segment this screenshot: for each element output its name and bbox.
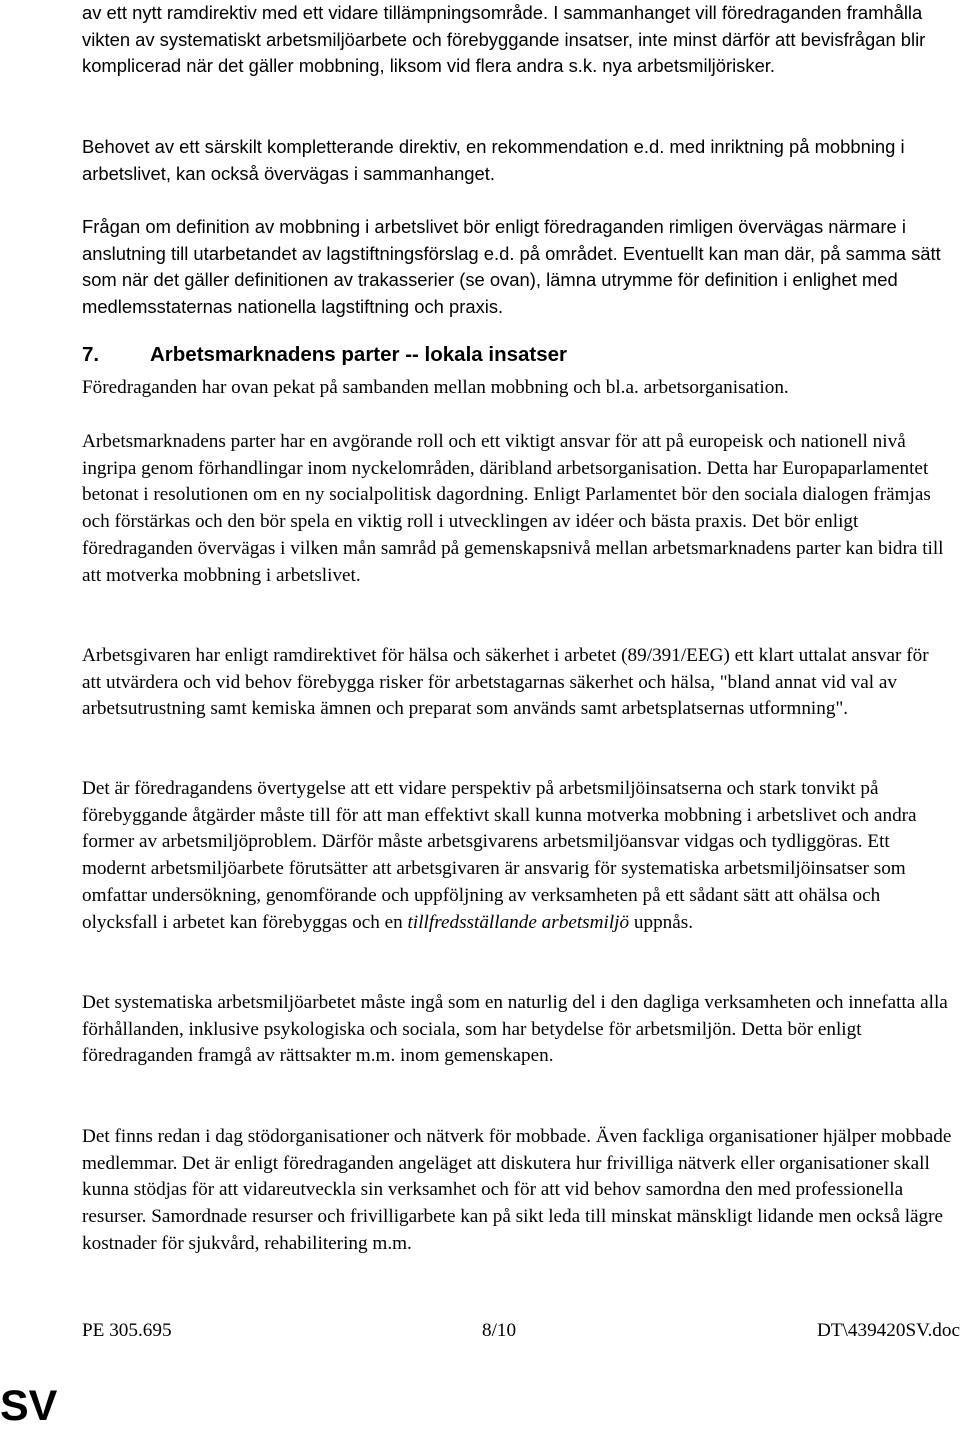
directive-paragraph: Behovet av ett särskilt kompletterande direktiv, en rekommendation e.d. med inriktning på mobbning i arbetslivet, kan också övervägas i sammanhanget. (82, 136, 905, 184)
systematic-work-paragraph: Det systematiska arbetsmiljöarbetet måste ingå som en naturlig del i den dagliga verksamheten och innefatta alla förhållanden, inklusive psykologiska och sociala, som har betydelse för arbetsmiljön. Detta bör enligt föredraganden framgå av rättsakter m.m. inom gemenskapen. (82, 992, 948, 1067)
footer-file-name: DT\439420SV.doc (816, 1320, 960, 1341)
social-partners-paragraph: Arbetsmarknadens parter har en avgörande roll och ett viktigt ansvar för att på europeisk och nationell nivå ingripa genom förhandlingar inom nyckelområden, däribland arbetsorganisation. Detta har Europaparlamentet betonat i resolutionen om en ny socialpolitisk dagordning. Enligt Parlamentet bör den sociala dialogen främjas och förstärkas och den bör spela en viktig roll i utvecklingen av idéer och bästa praxis. Det bör enligt föredraganden övervägas i vilken mån samråd på gemenskapsnivå mellan arbetsmarknadens parter kan bidra till att motverka mobbning i arbetslivet. (82, 431, 944, 586)
section-intro-paragraph: Föredraganden har ovan pekat på sambanden mellan mobbning och bl.a. arbetsorganisation. (82, 377, 789, 398)
definition-paragraph (82, 214, 952, 321)
section-heading (82, 341, 952, 369)
section-number: 7. (82, 343, 100, 366)
intro-paragraph: av ett nytt ramdirektiv med ett vidare tillämpningsområde. I sammanhanget vill föredraganden framhålla vikten av systematiskt arbetsmiljöarbete och förebyggande insatser, inte minst därför att bevisfrågan blir komplicerad när det gäller mobbning, liksom vid flera andra s.k. nya arbetsmiljörisker. (82, 2, 926, 77)
definition-paragraph-part-a: Frågan om definition av mobbning i arbetslivet bör enligt föredraganden rimligen övervägas närmare i anslutning till utarbetandet av lagstiftningsförslag e.d. på området. (82, 216, 906, 264)
conviction-text-before: Det är föredragandens övertygelse att ett vidare perspektiv på arbetsmiljöinsatserna och stark tonvikt på förebyggande åtgärder måste till för att man effektivt skall kunna motverka mobbning i arbetslivet och andra former av arbetsmiljöproblem. Därför måste arbetsgivarens arbetsmiljöansvar vidgas och tydliggöras. Ett modernt arbetsmiljöarbete förutsätter att arbetsgivaren är ansvarig för systematiska arbetsmiljöinsatser som omfattar undersökning, genomförande och uppföljning av verksamheten på ett sådant sätt att ohälsa och olycksfall i arbetet kan förebyggas och en (82, 778, 917, 933)
page-footer (82, 1318, 960, 1346)
employer-paragraph: Arbetsgivaren har enligt ramdirektivet för hälsa och säkerhet i arbetet (89/391/EEG) ett klart uttalat ansvar för att utvärdera och vid behov förebygga risker för arbetstagarnas säkerhet och hälsa, "bland annat vid val av arbetsutrustning samt kemiska ämnen och preparat som används samt arbetsplatsernas utformning". (82, 645, 929, 720)
section-title: Arbetsmarknadens parter -- lokala insatser (150, 343, 567, 366)
language-tag: SV (0, 1382, 58, 1430)
conviction-italic-phrase: tillfredsställande arbetsmiljö (407, 911, 630, 933)
conviction-paragraph (82, 776, 952, 936)
support-organisations-paragraph: Det finns redan i dag stödorganisationer och nätverk för mobbade. Även fackliga organisationer hjälper mobbade medlemmar. Det är enligt föredraganden angeläget att diskutera hur frivilliga nätverk eller organisationer skall kunna stödjas för att vidareutveckla sin verksamhet och för att vid behov samordna den med professionella resurser. Samordnade resurser och frivilligarbete kan på sikt leda till minskat mänskligt lidande men också lägre kostnader för sjukvård, rehabilitering m.m. (82, 1126, 952, 1254)
footer-reference: PE 305.695 (82, 1320, 172, 1341)
footer-page-number: 8/10 (482, 1320, 517, 1341)
definition-paragraph-part-b: Eventuellt kan man där, på samma sätt som när det gäller definitionen av trakasserier (se ovan), lämna utrymme för definition i enlighet med medlemsstaternas nationella lagstiftning och praxis. (82, 242, 941, 318)
conviction-text-after: uppnås. (629, 911, 694, 933)
